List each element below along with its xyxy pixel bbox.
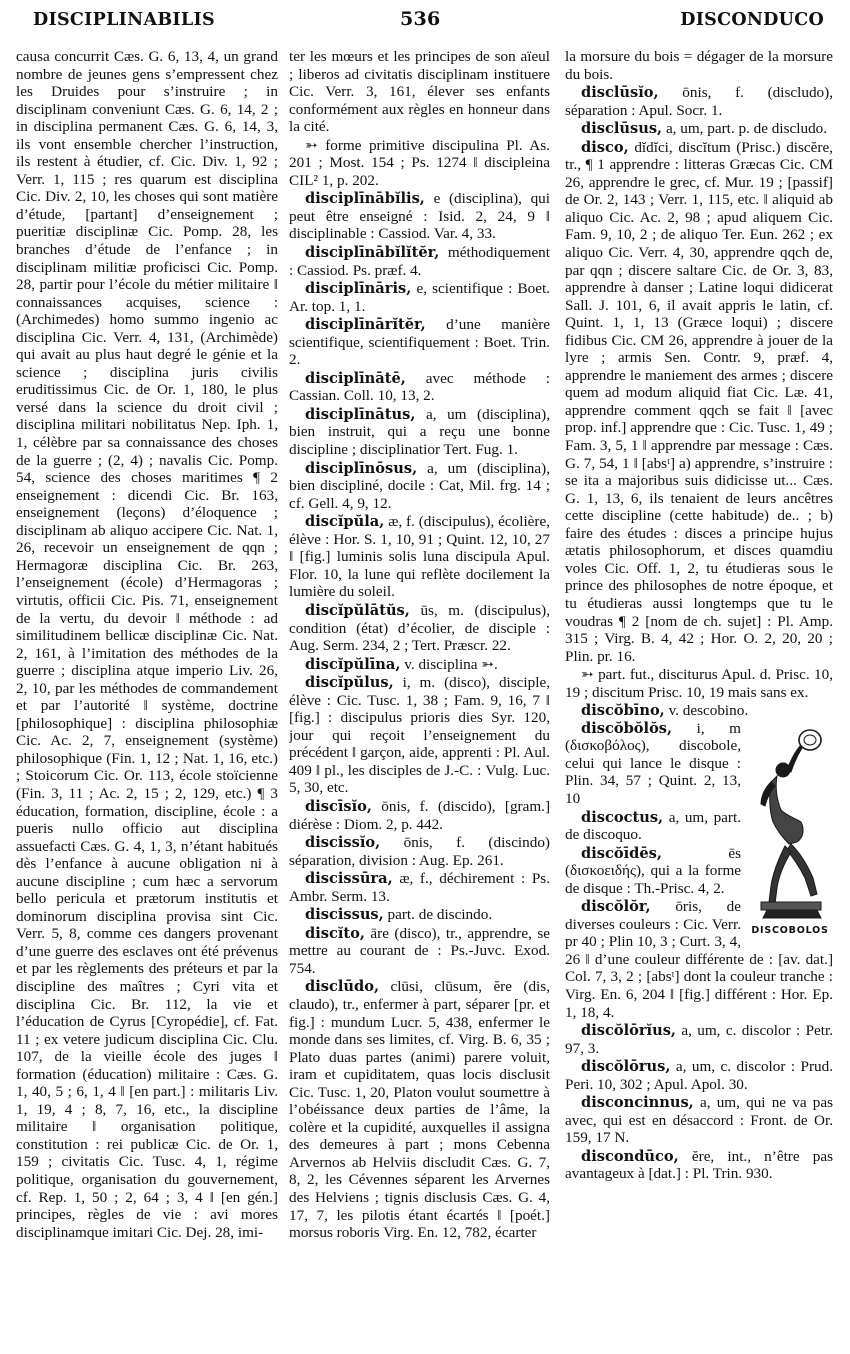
headword: disciplīnātē, xyxy=(305,369,406,387)
headword: discissus, xyxy=(305,906,384,924)
headword: discŏbŏlŏs, xyxy=(581,719,673,737)
entry-text: æ, f. (discipulus), écolière, élève : Hor. S. 1, 10, 91 ; Quint. 12, 10, 27 ǁ [fig.] luminis solis luna discipula Apul. Flor. 10, la lune qui reflète docilement la lumière du soleil. xyxy=(289,513,550,601)
entry-text: ōnis, f. (discindo) séparation, division : Aug. Ep. 261. xyxy=(289,834,550,869)
page-number: 536 xyxy=(400,8,441,30)
headword: disciplīnāris, xyxy=(305,280,412,298)
dictionary-entry xyxy=(289,925,550,978)
dictionary-entry xyxy=(289,674,550,797)
entry-text: a, um (disciplina), bien discipliné, docile : Cat, Mil. frg. 14 ; cf. Gell. 4, 9, 12. xyxy=(289,459,550,512)
discobolus-figure xyxy=(747,726,833,940)
headword: discĭpŭlus, xyxy=(305,674,394,692)
dictionary-entry xyxy=(289,460,550,513)
headword: disclūdo, xyxy=(305,978,380,996)
column-3 xyxy=(565,48,833,1348)
headword: discŏlōrus, xyxy=(581,1058,671,1076)
headword: disciplīnābĭlis, xyxy=(305,190,425,208)
dictionary-entry xyxy=(565,702,833,720)
headword: disclūsĭo, xyxy=(581,84,659,102)
dictionary-entry xyxy=(565,139,833,665)
dictionary-entry xyxy=(565,1094,833,1147)
entry-text: i, m (δισκοβόλος), discobole, celui qui lance le disque : Plin. 34, 57 ; Quint. 2, 13, 10 xyxy=(565,719,741,807)
dictionary-entry xyxy=(565,1022,833,1057)
dictionary-entry xyxy=(289,906,550,924)
dictionary-entry xyxy=(289,602,550,655)
headword: disco, xyxy=(581,138,629,156)
dictionary-entry xyxy=(565,1058,833,1093)
entry-text: ūs, m. (discipulus), condition (état) d’écolier, de disciple : Aug. Serm. 234, 2 ; Tert. Præscr. 22. xyxy=(289,601,550,655)
headword: disciplīnātus, xyxy=(305,405,416,423)
entry-text: causa concurrit Cæs. G. 6, 13, 4, un grand nombre de jeunes gens s’empressent chez les Druides pour s’instruire ; in disciplinam conveniunt Cæs. G. 6, 14, 2 ; in disciplina permanent Cæs. G. 6, 14, 3, ils vont ensemble chercher l’instruction, ils restent à étudier, cf. Cic. Div. 1, 92 ; Verr. 1, 115 ; res quarum est disciplina Cic. Div. 2, 10, les choses qui sont matière d’étude, [partant] d’enseignement ; pueritiæ disciplinæ Cic. Pomp. 28, les branches d’étude de l’enfance ; in disciplinam militiæ proficisci Cic. Pomp. 28, partir pour l’école du métier militaire ǁ connaissances acquises, science : (Archimedes) homo summo ingenio ac disciplina Cic. Verr. 4, 131, (Archimède) qui avait au plus haut degré le génie et la science ; disciplina juris civilis eruditissimus Cic. de Or. 1, 180, le plus versé dans la science du droit civil ; disciplina militari nobilitatus Nep. Iph. 1, 1, célèbre par sa connaissance des choses de la guerre ; (2, 4) ; navalis Cic. Pomp. 54, science des choses maritimes ¶ 2 enseignement : dicendi Cic. Br. 163, enseignement (leçons) d’éloquence ; disciplinam ab aliquo accipere Cic. Nat. 1, 26, recevoir un enseignement de qqn ; Hermagoræ disciplina Cic. Br. 263, l’enseignement (école) d’Hermagoras ; virtutis, officii Cic. Pis. 71, enseignement de la vertu, du devoir ǁ méthode : ad similitudinem bellicæ disciplinæ Cic. Nat. 2, 161, à l’imitation des méthodes de la guerre ; disciplina atque imperio Liv. 26, 2, 10, par les méthodes de commandement et par l’autorité ǁ système, doctrine [philosophique] : disciplina philosophiæ Cic. Ac. 2, 7, enseignement (système) philosophique (Fin. 1, 12 ; Nat. 1, 16, etc.) ; Stoicorum Cic. Or. 113, école stoïcienne (Fin. 3, 11 ; Ac. 2, 15 ; 2, 129, etc.) ¶ 3 éducation, formation, discipline, école : a pueris nullo officio aut disciplina assuefacti Cæs. G. 4, 1, 3, n’étant habitués dès l’enfance à aucune obligation ni à aucune discipline ; cum hæc a servorum bello pericula et prætorum institutis et dominorum disciplina provisa sint Cic. Verr. 5, 8, comme ces dangers provenant d’une guerre des esclaves ont été prévenus et par les règlements des préteurs et par la discipline des maîtres ; Cyri vita et disciplina Cic. Br. 112, la vie et l’éducation de Cyrus [Cyropédie], cf. Fat. 11 ; ex vetere judicum disciplina Cic. Clu. 107, de la vieille école des juges ǁ formation (éducation) militaire : Cæs. G. 1, 40, 5 ; 6, 1, 4 ǁ [en part.] : militaris Liv. 1, 19, 4 ; 8, 7, 16, etc., la discipline militaire ǁ organisation politique, constitution : rei publicæ Cic. de Or. 1, 159 ; civitatis Cic. Tusc. 4, 1, régime politique, organisation du gouvernement, cf. Rep. 1, 50 ; 2, 64 ; 3, 4 ǁ [en gén.] principes, règles de vie : avi mores disciplinamque imitari Cic. Dej. 28, imi- xyxy=(16,48,278,1241)
entry-text: part. de discindo. xyxy=(387,906,493,924)
entry-text: ➳ part. fut., disciturus Apul. d. Prisc. 10, 19 ; discitum Prisc. 10, 19 mais sans ex. xyxy=(565,666,833,701)
entry-text: ōris, de diverses couleurs : Cic. Verr. pr 40 ; Plin 10, 3 ; Curt. 3, 4, 26 ǁ d’une couleur différente de : [av. dat.] Col. 7, 3, 2 ; [absᵗ] dont la couleur tranche : Virg. En. 6, 204 ǁ [fig.] différent : Hor. Ep. 1, 18, 4. xyxy=(565,898,833,1021)
headword: discŏlōrĭus, xyxy=(581,1022,677,1040)
dictionary-entry xyxy=(289,316,550,369)
entry-text: a, um, c. discolor : Petr. 97, 3. xyxy=(565,1022,833,1057)
entry-text: a, um, c. discolor : Prud. Peri. 10, 302 ; Apul. Apol. 30. xyxy=(565,1058,833,1093)
headword: discoctus, xyxy=(581,808,664,826)
column-2 xyxy=(289,48,550,1348)
headword: disclūsus, xyxy=(581,120,663,138)
dictionary-entry xyxy=(289,834,550,869)
entry-text: avec méthode : Cassian. Coll. 10, 13, 2. xyxy=(289,369,550,405)
dictionary-entry xyxy=(565,666,833,701)
headword: discīsĭo, xyxy=(305,797,372,815)
entry-text: ter les mœurs et les principes de son aïeul ; liberos ad civitatis disciplinam instituere Cic. Verr. 3, 161, élever ses enfants conformément aux règles en honneur dans la cité. xyxy=(289,48,550,136)
entry-text: e, scientifique : Boet. Ar. top. 1, 1. xyxy=(289,280,550,315)
entry-text: la morsure du bois = dégager de la morsure du bois. xyxy=(565,48,833,83)
headword: discŏlŏr, xyxy=(581,898,651,916)
entry-text: d’une manière scientifique, scientifiquement : Boet. Trin. 2. xyxy=(289,316,550,369)
headword: disciplīnārĭtĕr, xyxy=(305,316,426,334)
dictionary-entry xyxy=(289,137,550,190)
entry-text: méthodiquement : Cassiod. Ps. præf. 4. xyxy=(289,244,550,279)
entry-text: a, um, qui ne va pas avec, qui est en désaccord : Front. de Or. 159, 17 N. xyxy=(565,1094,833,1147)
headword: discondūco, xyxy=(581,1147,679,1165)
entry-text: v. descobino. xyxy=(668,702,749,720)
headword: disciplīnābĭlĭtĕr, xyxy=(305,244,440,262)
left-guide-word: DISCIPLINABILIS xyxy=(33,10,215,30)
entry-text: e (disciplina), qui peut être enseigné : Isid. 2, 24, 9 ǁ disciplinable : Cassiod. Var. 4, 33. xyxy=(289,190,550,243)
headword: disciplīnōsus, xyxy=(305,459,418,477)
headword: discĭpŭlātŭs, xyxy=(305,601,410,619)
dictionary-entry xyxy=(289,870,550,905)
dictionary-entry xyxy=(565,48,833,83)
entry-text: ➳ forme primitive discipulina Pl. As. 201 ; Most. 154 ; Ps. 1274 ǁ discipleina CIL² 1, p. 202. xyxy=(289,136,550,189)
entry-text: v. disciplina ➳. xyxy=(404,655,498,673)
entry-text: ōnis, f. (discido), [gram.] diérèse : Diom. 2, p. 442. xyxy=(289,797,550,833)
headword: discĭto, xyxy=(305,924,365,942)
entry-text: dĭdĭci, discĭtum (Prisc.) discĕre, tr., ¶ 1 apprendre : litteras Græcas Cic. CM 26, apprendre le grec, cf. Mur. 19 ; [passif] de Or. 2, 143 ; Verr. 1, 115, etc. ǁ aliquid ab aliquo Cic. Ac. 2, 98 ; apud aliquem Cic. Fam. 9, 10, 2 ; de aliquo Ter. Eun. 262 ; ex aliquo Cic. Verr. 4, 30, apprendre qqch de, par qqn ; discere saltare Cic. de Or. 3, 83, apprendre à danser ; Latine loqui didicerat Sall. J. 101, 6, il avait appris le latin, cf. Quint. 1, 1, 13 (Græce loqui) ; discere fidibus Cic. CM 26, apprendre à jouer de la lyre ; armis Sen. Contr. 9, præf. 4, apprendre le maniement des armes ; discere quem ad modum aliquid fiat Cic. Læ. 41, apprendre comment qqch se fait ǁ [avec prop. inf.] apprendre que : Cic. Tusc. 1, 49 ; Fam. 3, 5, 1 ǁ apprendre par message : Cæs. G. 7, 54, 1 ǁ [absᵗ] a) apprendre, s’instruire : se ita a majoribus suis didicisse ut... Cæs. G. 1, 13, 6, ils tenaient de leurs ancêtres cette discipline (cette habitude) de.. ; b) faire des études : disces a principe hujus ætatis philosophorum, et disces quamdiu voles Cic. Off. 1, 2, tu étudieras sous le prince des philosophes de notre époque, et tu étudieras aussi longtemps que tu le voudras ¶ 2 [nom de ch. sujet] : Pl. Amp. 315 ; Virg. B. 4, 42 ; Hor. O. 2, 20, 20 ; Plin. pr. 16. xyxy=(565,138,833,665)
dictionary-entry xyxy=(16,48,278,1241)
headword: discŏīdēs, xyxy=(581,844,662,862)
dictionary-entry xyxy=(565,1148,833,1183)
dictionary-entry xyxy=(565,84,833,119)
entry-text: a, um, part. de discoquo. xyxy=(565,808,741,844)
entry-text: a, um, part. p. de discludo. xyxy=(665,120,828,138)
dictionary-entry xyxy=(289,513,550,601)
headword: discĭpŭlīna, xyxy=(305,655,401,673)
entry-text: clūsi, clūsum, ĕre (dis, claudo), tr., enfermer à part, séparer [pr. et fig.] : mundum Lucr. 5, 438, enfermer le monde dans ses limites, cf. Virg. B. 6, 35 ; Plato duas partes (animi) parere voluit, iram et cupiditatem, quas locis disclusit Cic. Tusc. 1, 20, Platon voulut soumettre à l’obéissance deux parties de l’âme, la colère et la cupidité, auxquelles il assigna des demeures à part ; mons Cebenna Arvernos ab Helviis discludit Cæs. G. 7, 8, 2, les Cévennes séparent les Arvernes des Helviens ; tignis disclusis Cæs. G. 4, 17, 7, les pilotis étant écartés ǁ [poét.] morsus roboris Virg. En. 12, 782, écarter xyxy=(289,978,550,1242)
headword: discissĭo, xyxy=(305,834,381,852)
entry-text: ōnis, f. (discludo), séparation : Apul. Socr. 1. xyxy=(565,84,833,119)
headword: disconcinnus, xyxy=(581,1094,694,1112)
page-header xyxy=(0,4,850,38)
dictionary-entry xyxy=(289,978,550,1241)
dictionary-entry xyxy=(289,370,550,405)
dictionary-entry xyxy=(289,280,550,315)
entry-text: i, m. (disco), disciple, élève : Cic. Tusc. 1, 38 ; Fam. 9, 16, 7 ǁ [fig.] : discipulus prioris dies Syr. 120, jour qui reçoit l’enseignement du précédent ǁ garçon, aide, apprenti : Pl. Aul. 409 ǁ pl., les disciples de J.-C. : Vulg. Luc. 5, 30, etc. xyxy=(289,674,550,797)
column-1 xyxy=(16,48,278,1348)
entry-text: āre (disco), tr., apprendre, se mettre au courant de : Ps.-Juvc. Exod. 754. xyxy=(289,924,550,977)
entry-text: a, um (disciplina), bien instruit, qui a reçu une bonne discipline ; disciplinatior Tert. Fug. 1. xyxy=(289,405,550,459)
headword: discissūra, xyxy=(305,870,393,888)
dictionary-entry xyxy=(289,48,550,136)
entry-text: æ, f., déchirement : Ps. Ambr. Serm. 13. xyxy=(289,870,550,905)
dictionary-entry xyxy=(289,406,550,459)
dictionary-entry xyxy=(289,244,550,279)
discobolus-statue-icon xyxy=(747,726,833,926)
entry-text: ĕre, int., n’être pas avantageux à [dat.] : Pl. Trin. 930. xyxy=(565,1147,833,1183)
headword: discĭpŭla, xyxy=(305,513,385,531)
dictionary-entry xyxy=(289,190,550,243)
dictionary-entry xyxy=(565,120,833,138)
dictionary-entry xyxy=(289,798,550,833)
figure-caption: DISCOBOLOS xyxy=(751,925,829,937)
headword: discŏbīno, xyxy=(581,702,665,720)
dictionary-entry xyxy=(289,656,550,674)
right-guide-word: DISCONDUCO xyxy=(680,10,824,30)
entry-text: ēs (δισκοειδής), qui a la forme de disque : Th.-Prisc. 4, 2. xyxy=(565,844,741,897)
